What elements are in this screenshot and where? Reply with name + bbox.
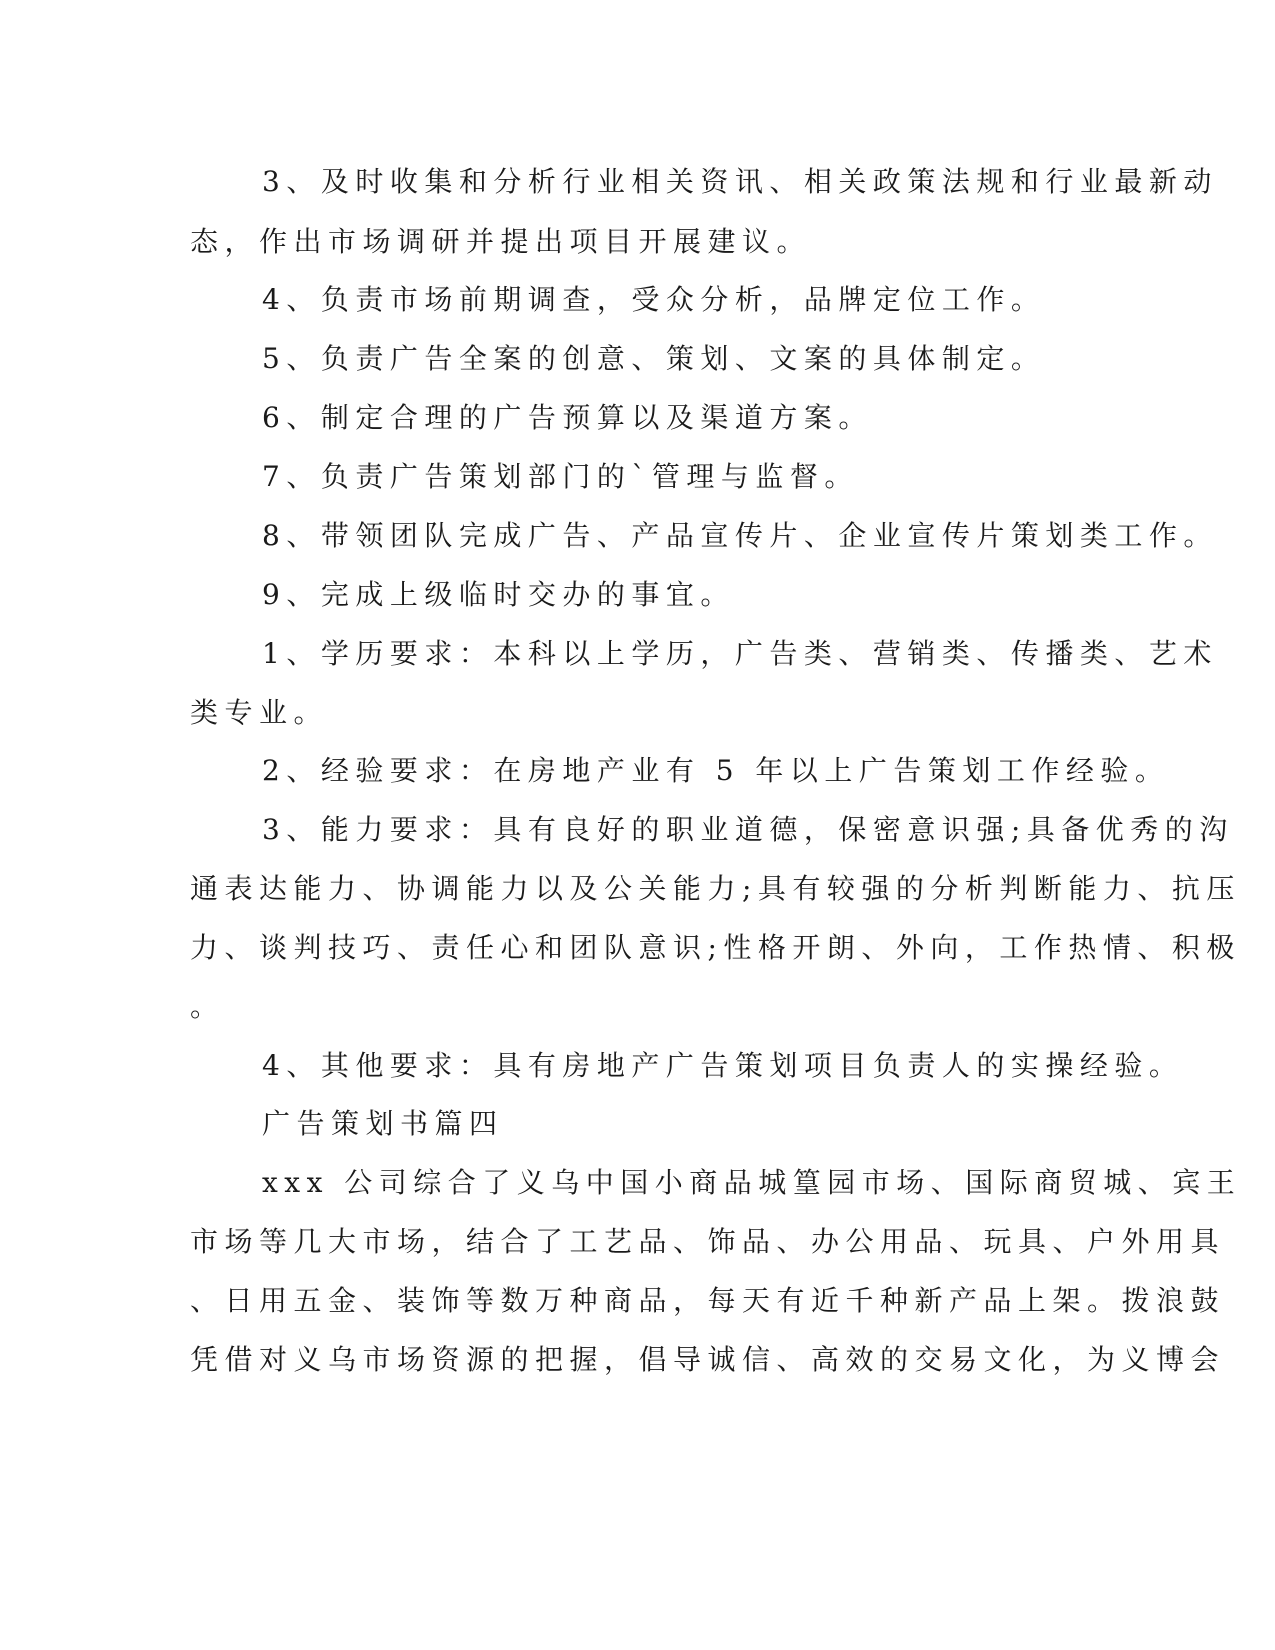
body-text-line: xxx 公司综合了义乌中国小商品城篁园市场、国际商贸城、宾王 [262, 1166, 1242, 1199]
body-text-line: 2、经验要求：在房地产业有 5 年以上广告策划工作经验。 [262, 754, 1170, 787]
body-text-line: 凭借对义乌市场资源的把握，倡导诚信、高效的交易文化，为义博会 [190, 1343, 1226, 1376]
body-text-line: 5、负责广告全案的创意、策划、文案的具体制定。 [262, 342, 1046, 375]
body-text-line: 4、其他要求：具有房地产广告策划项目负责人的实操经验。 [262, 1049, 1184, 1082]
body-text-line: 市场等几大市场，结合了工艺品、饰品、办公用品、玩具、户外用具 [190, 1225, 1226, 1258]
body-text-line: 3、能力要求：具有良好的职业道德，保密意识强;具备优秀的沟 [262, 813, 1234, 846]
body-text-line: 。 [190, 990, 225, 1023]
body-text-line: 1、学历要求：本科以上学历，广告类、营销类、传播类、艺术 [262, 637, 1218, 670]
body-text-line: 态，作出市场调研并提出项目开展建议。 [190, 225, 812, 258]
body-text-line: 通表达能力、协调能力以及公关能力;具有较强的分析判断能力、抗压 [190, 872, 1241, 905]
body-text-line: 9、完成上级临时交办的事宜。 [262, 578, 735, 611]
body-text-line: 、日用五金、装饰等数万种商品，每天有近千种新产品上架。拨浪鼓 [190, 1284, 1226, 1317]
body-text-line: 6、制定合理的广告预算以及渠道方案。 [262, 401, 873, 434]
body-text-line: 3、及时收集和分析行业相关资讯、相关政策法规和行业最新动 [262, 165, 1218, 198]
body-text-line: 力、谈判技巧、责任心和团队意识;性格开朗、外向，工作热情、积极 [190, 931, 1241, 964]
body-text-line: 类专业。 [190, 696, 329, 729]
section-heading: 广告策划书篇四 [262, 1107, 504, 1140]
body-text-line: 8、带领团队完成广告、产品宣传片、企业宣传片策划类工作。 [262, 519, 1218, 552]
body-text-line: 7、负责广告策划部门的`管理与监督。 [262, 460, 859, 493]
body-text-line: 4、负责市场前期调查，受众分析，品牌定位工作。 [262, 283, 1046, 316]
